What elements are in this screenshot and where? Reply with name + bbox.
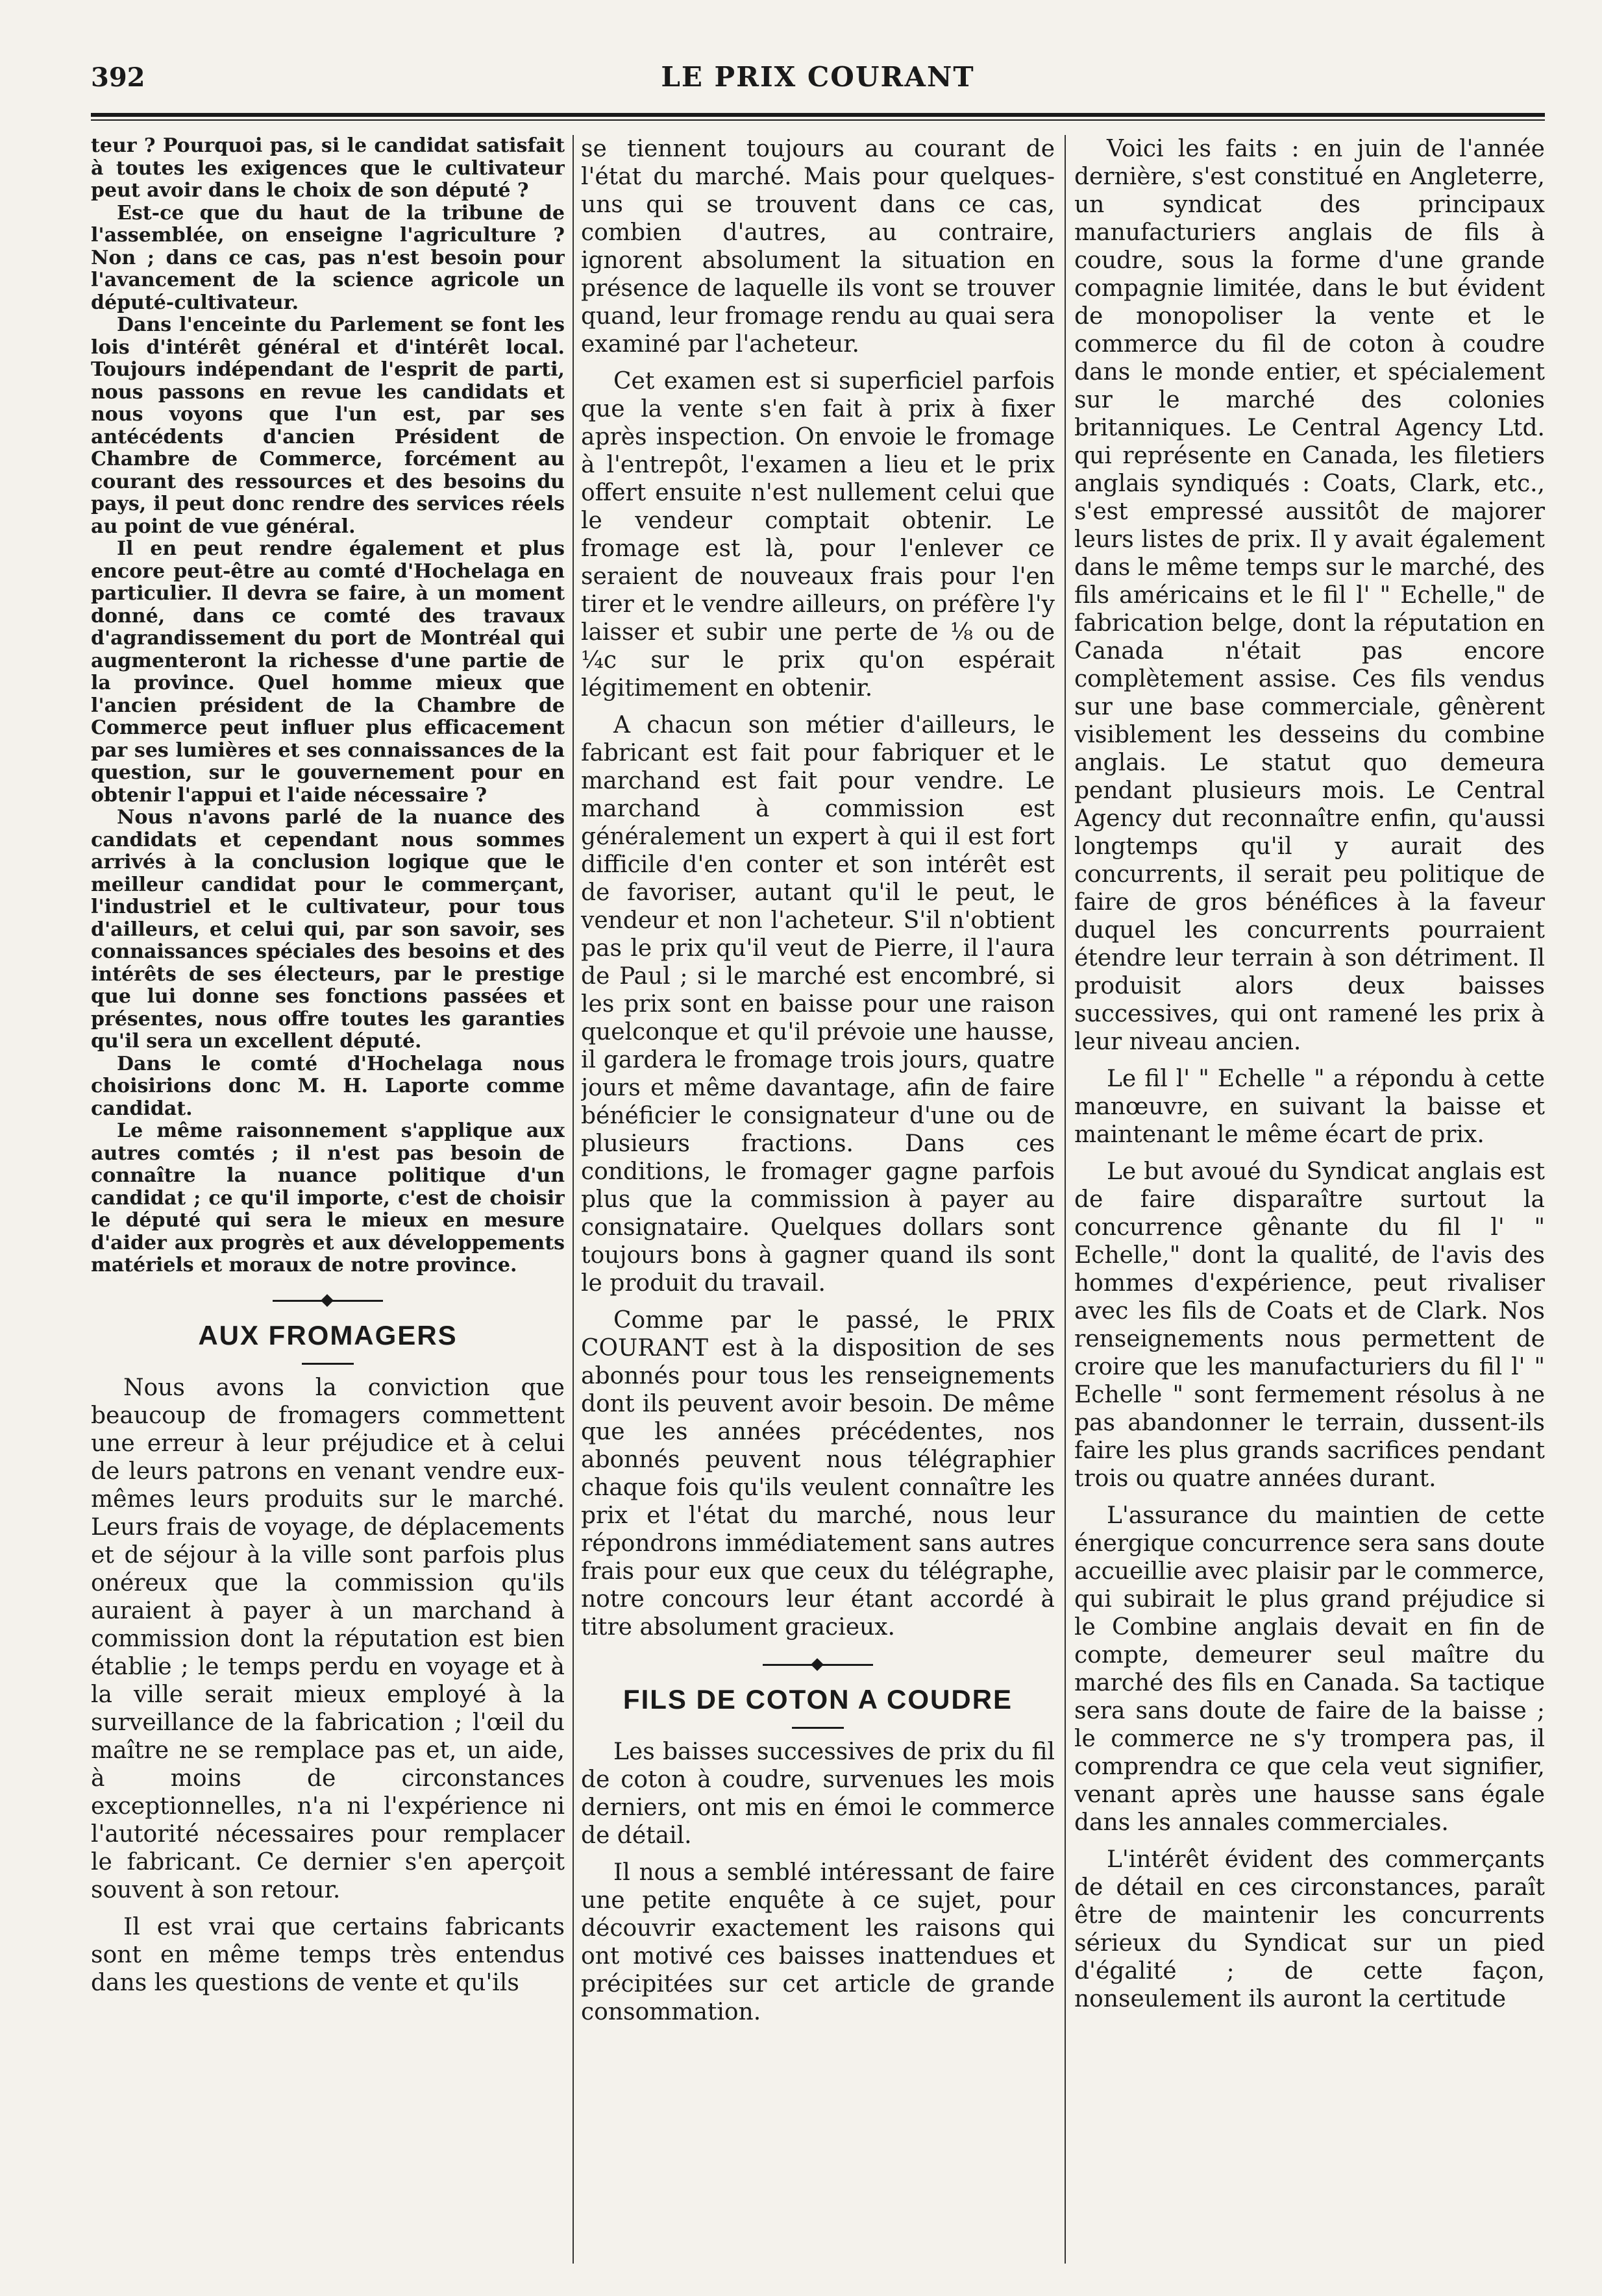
paragraph: Nous avons la conviction que beaucoup de fromagers commettent une erreur à leur préjudice et à celui de leurs patrons en venant vendre eux-mêmes leurs produits sur le marché. Leurs frais de voyage, de déplacements et de séjour à la ville sont parfois plus onéreux que la commission qu'ils auraient à payer à un marchand à commission dont la réputation est bien établie ; le temps perdu en voyage et à la ville serait mieux employé à la surveillance de la fabrication ; l'œil du maître ne se remplace pas et, un aide, à moins de circonstances exceptionnelles, n'a ni l'expérience ni l'autorité nécessaires pour remplacer le fabricant. Ce dernier s'en aperçoit souvent à son retour. [91, 1374, 565, 1903]
short-rule [792, 1727, 844, 1729]
paragraph: Comme par le passé, le PRIX COURANT est à la disposition de ses abonnés pour tous les renseignements dont ils peuvent avoir besoin. De même que les années précédentes, nos abonnés peuvent nous télégraphier chaque fois qu'ils veulent connaître les prix et l'état du marché, nous leur répondrons immédiatement sans autres frais pour eux que ceux du télégraphe, notre concours leur étant accordé à titre absolument gracieux. [581, 1307, 1055, 1641]
section-title-fils-de-coton: FILS DE COTON A COUDRE [622, 1684, 1013, 1715]
paragraph: Est-ce que du haut de la tribune de l'assemblée, on enseigne l'agriculture ? Non ; dans ce cas, pas n'est besoin pour l'avancement de la science agricole un député-cultivateur. [91, 201, 565, 314]
paragraph: L'assurance du maintien de cette énergique concurrence sera sans doute accueillie avec plaisir par le commerce, qui subirait le plus grand préjudice si le Combine anglais devait en fin de compte, demeurer seul maître du marché des fils en Canada. Sa tactique sera sans doute de faire de la baisse ; le commerce ne s'y trompera pas, il comprendra ce que cela veut signifier, venant après une hausse sans égale dans les annales commerciales. [1074, 1502, 1545, 1836]
running-title: LE PRIX COURANT [661, 61, 975, 93]
paragraph: Le même raisonnement s'applique aux autres comtés ; il n'est pas besoin de connaître la nuance politique d'un candidat ; ce qu'il importe, c'est de choisir le député qui sera le mieux en mesure d'aider aux progrès et aux développements matériels et moraux de notre province. [91, 1119, 565, 1276]
paragraph: A chacun son métier d'ailleurs, le fabricant est fait pour fabriquer et le marchand est fait pour vendre. Le marchand à commission est généralement un expert à qui il est fort difficile d'en conter et son intérêt est de favoriser, autant qu'il le peut, le vendeur et non l'acheteur. S'il n'obtient pas le prix qu'il veut de Pierre, il l'aura de Paul ; si le marché est encombré, si les prix sont en baisse pour une raison quelconque et qu'il prévoie une hausse, il gardera le fromage trois jours, quatre jours et même davantage, afin de faire bénéficier le consignateur d'une ou de plusieurs fractions. Dans ces conditions, le fromager gagne parfois plus que la commission à payer au consignataire. Quelques dollars sont toujours bons à gagner quand ils sont le produit du travail. [581, 712, 1055, 1297]
column-3 [1074, 135, 1545, 2264]
paragraph: Il nous a semblé intéressant de faire une petite enquête à ce sujet, pour découvrir exactement les raisons qui ont motivé ces baisses inattendues et précipitées sur cet article de grande consommation. [581, 1859, 1055, 2025]
column-divider [573, 135, 574, 2264]
paragraph: Les baisses successives de prix du fil de coton à coudre, survenues les mois derniers, ont mis en émoi le commerce de détail. [581, 1739, 1055, 1849]
paragraph: Voici les faits : en juin de l'année dernière, s'est constitué en Angleterre, un syndicat des principaux manufacturiers anglais de fils à coudre, sous la forme d'une grande compagnie limitée, dans le but évident de monopoliser la vente et le commerce du fil de coton à coudre dans le monde entier, et spécialement sur le marché des colonies britanniques. Le Central Agency Ltd. qui représente en Canada, les filetiers anglais syndiqués : Coats, Clark, etc., s'est empressé aussitôt de majorer leurs listes de prix. Il y avait également dans le même temps sur le marché, des fils américains et le fil l' " Echelle," de fabrication belge, dont la réputation en Canada n'était pas encore complètement assise. Ces fils vendus sur une base commerciale, gênèrent visiblement les desseins du combine anglais. Le statut quo demeura pendant plusieurs mois. Le Central Agency dut reconnaître enfin, qu'aussi longtemps qu'il y aurait des concurrents, il serait peu politique de faire de gros bénéfices à la faveur duquel les concurrents pourraient étendre leur terrain à son détriment. Il produisit alors deux baisses successives, qui ont ramené les prix à leur niveau ancien. [1074, 136, 1545, 1055]
paragraph: L'intérêt évident des commerçants de détail en ces circonstances, paraît être de maintenir les concurrents sérieux du Syndicat sur un pied d'égalité ; de cette façon, nonseulement ils auront la certitude [1074, 1846, 1545, 2012]
paragraph: Le fil l' " Echelle " a répondu à cette manœuvre, en suivant la baisse et maintenant le même écart de prix. [1074, 1066, 1545, 1148]
paragraph: Nous n'avons parlé de la nuance des candidats et cependant nous sommes arrivés à la conclusion logique que le meilleur candidat pour le commerçant, l'industriel et le cultivateur, pour tous d'ailleurs, et celui qui, par son savoir, ses connaissances spéciales des besoins et des intérêts de ses électeurs, par le prestige que lui donne ses fonctions passées et présentes, nous offre toutes les garanties qu'il sera un excellent député. [91, 806, 565, 1053]
ornament-divider-icon [273, 1295, 383, 1306]
paragraph: Cet examen est si superficiel parfois que la vente s'en fait à prix à fixer après inspection. On envoie le fromage à l'entrepôt, l'examen a lieu et le prix offert ensuite n'est nullement celui que le vendeur comptait obtenir. Le fromage est là, pour l'enlever ce seraient de nouveaux frais pour l'en tirer et le vendre ailleurs, on préfère l'y laisser et subir une perte de ⅛ ou de ¼c sur le prix qu'on espérait légitimement en obtenir. [581, 368, 1055, 702]
paragraph: Dans l'enceinte du Parlement se font les lois d'intérêt général et d'intérêt local. Toujours indépendant de l'esprit de parti, nous passons en revue les candidats et nous voyons que l'un est, par ses antécédents d'ancien Président de Chambre de Commerce, forcément au courant des ressources et des besoins du pays, il peut donc rendre des services réels au point de vue général. [91, 313, 565, 538]
page-header [91, 57, 1545, 109]
page-number: 392 [91, 62, 145, 93]
paragraph: Il est vrai que certains fabricants sont en même temps très entendus dans les questions de vente et qu'ils [91, 1913, 565, 1996]
paragraph: Dans le comté d'Hochelaga nous choisirions donc M. H. Laporte comme candidat. [91, 1052, 565, 1120]
column-2 [581, 135, 1055, 2264]
paragraph: teur ? Pourquoi pas, si le candidat satisfait à toutes les exigences que le cultivateur peut avoir dans le choix de son député ? [91, 135, 565, 202]
header-double-rule [91, 113, 1545, 121]
ornament-divider-icon [763, 1659, 873, 1670]
column-1 [91, 135, 565, 2264]
section-title-aux-fromagers: AUX FROMAGERS [198, 1319, 458, 1350]
short-rule [302, 1363, 354, 1365]
paragraph: se tiennent toujours au courant de l'état du marché. Mais pour quelques-uns qui se trouvent dans ce cas, combien d'autres, au contraire, ignorent absolument la situation en présence de laquelle ils vont se trouver quand, leur fromage rendu au quai sera examiné par l'acheteur. [581, 136, 1055, 358]
paragraph: Le but avoué du Syndicat anglais est de faire disparaître surtout la concurrence gênante du fil l' " Echelle," dont la qualité, de l'avis des hommes d'expérience, peut rivaliser avec les fils de Coats et de Clark. Nos renseignements nous permettent de croire que les manufacturiers du fil l' " Echelle " sont fermement résolus à ne pas abandonner le terrain, dussent-ils faire les plus grands sacrifices pendant trois ou quatre années durant. [1074, 1158, 1545, 1492]
paragraph: Il en peut rendre également et plus encore peut-être au comté d'Hochelaga en particulier. Il devra se faire, à un moment donné, dans ce comté des travaux d'agrandissement du port de Montréal qui augmenteront la richesse d'une partie de la province. Quel homme mieux que l'ancien président de la Chambre de Commerce peut influer plus efficacement par ses lumières et ses connaissances de la question, sur le gouvernement pour en obtenir l'appui et l'aide nécessaire ? [91, 537, 565, 807]
column-divider [1065, 135, 1066, 2264]
